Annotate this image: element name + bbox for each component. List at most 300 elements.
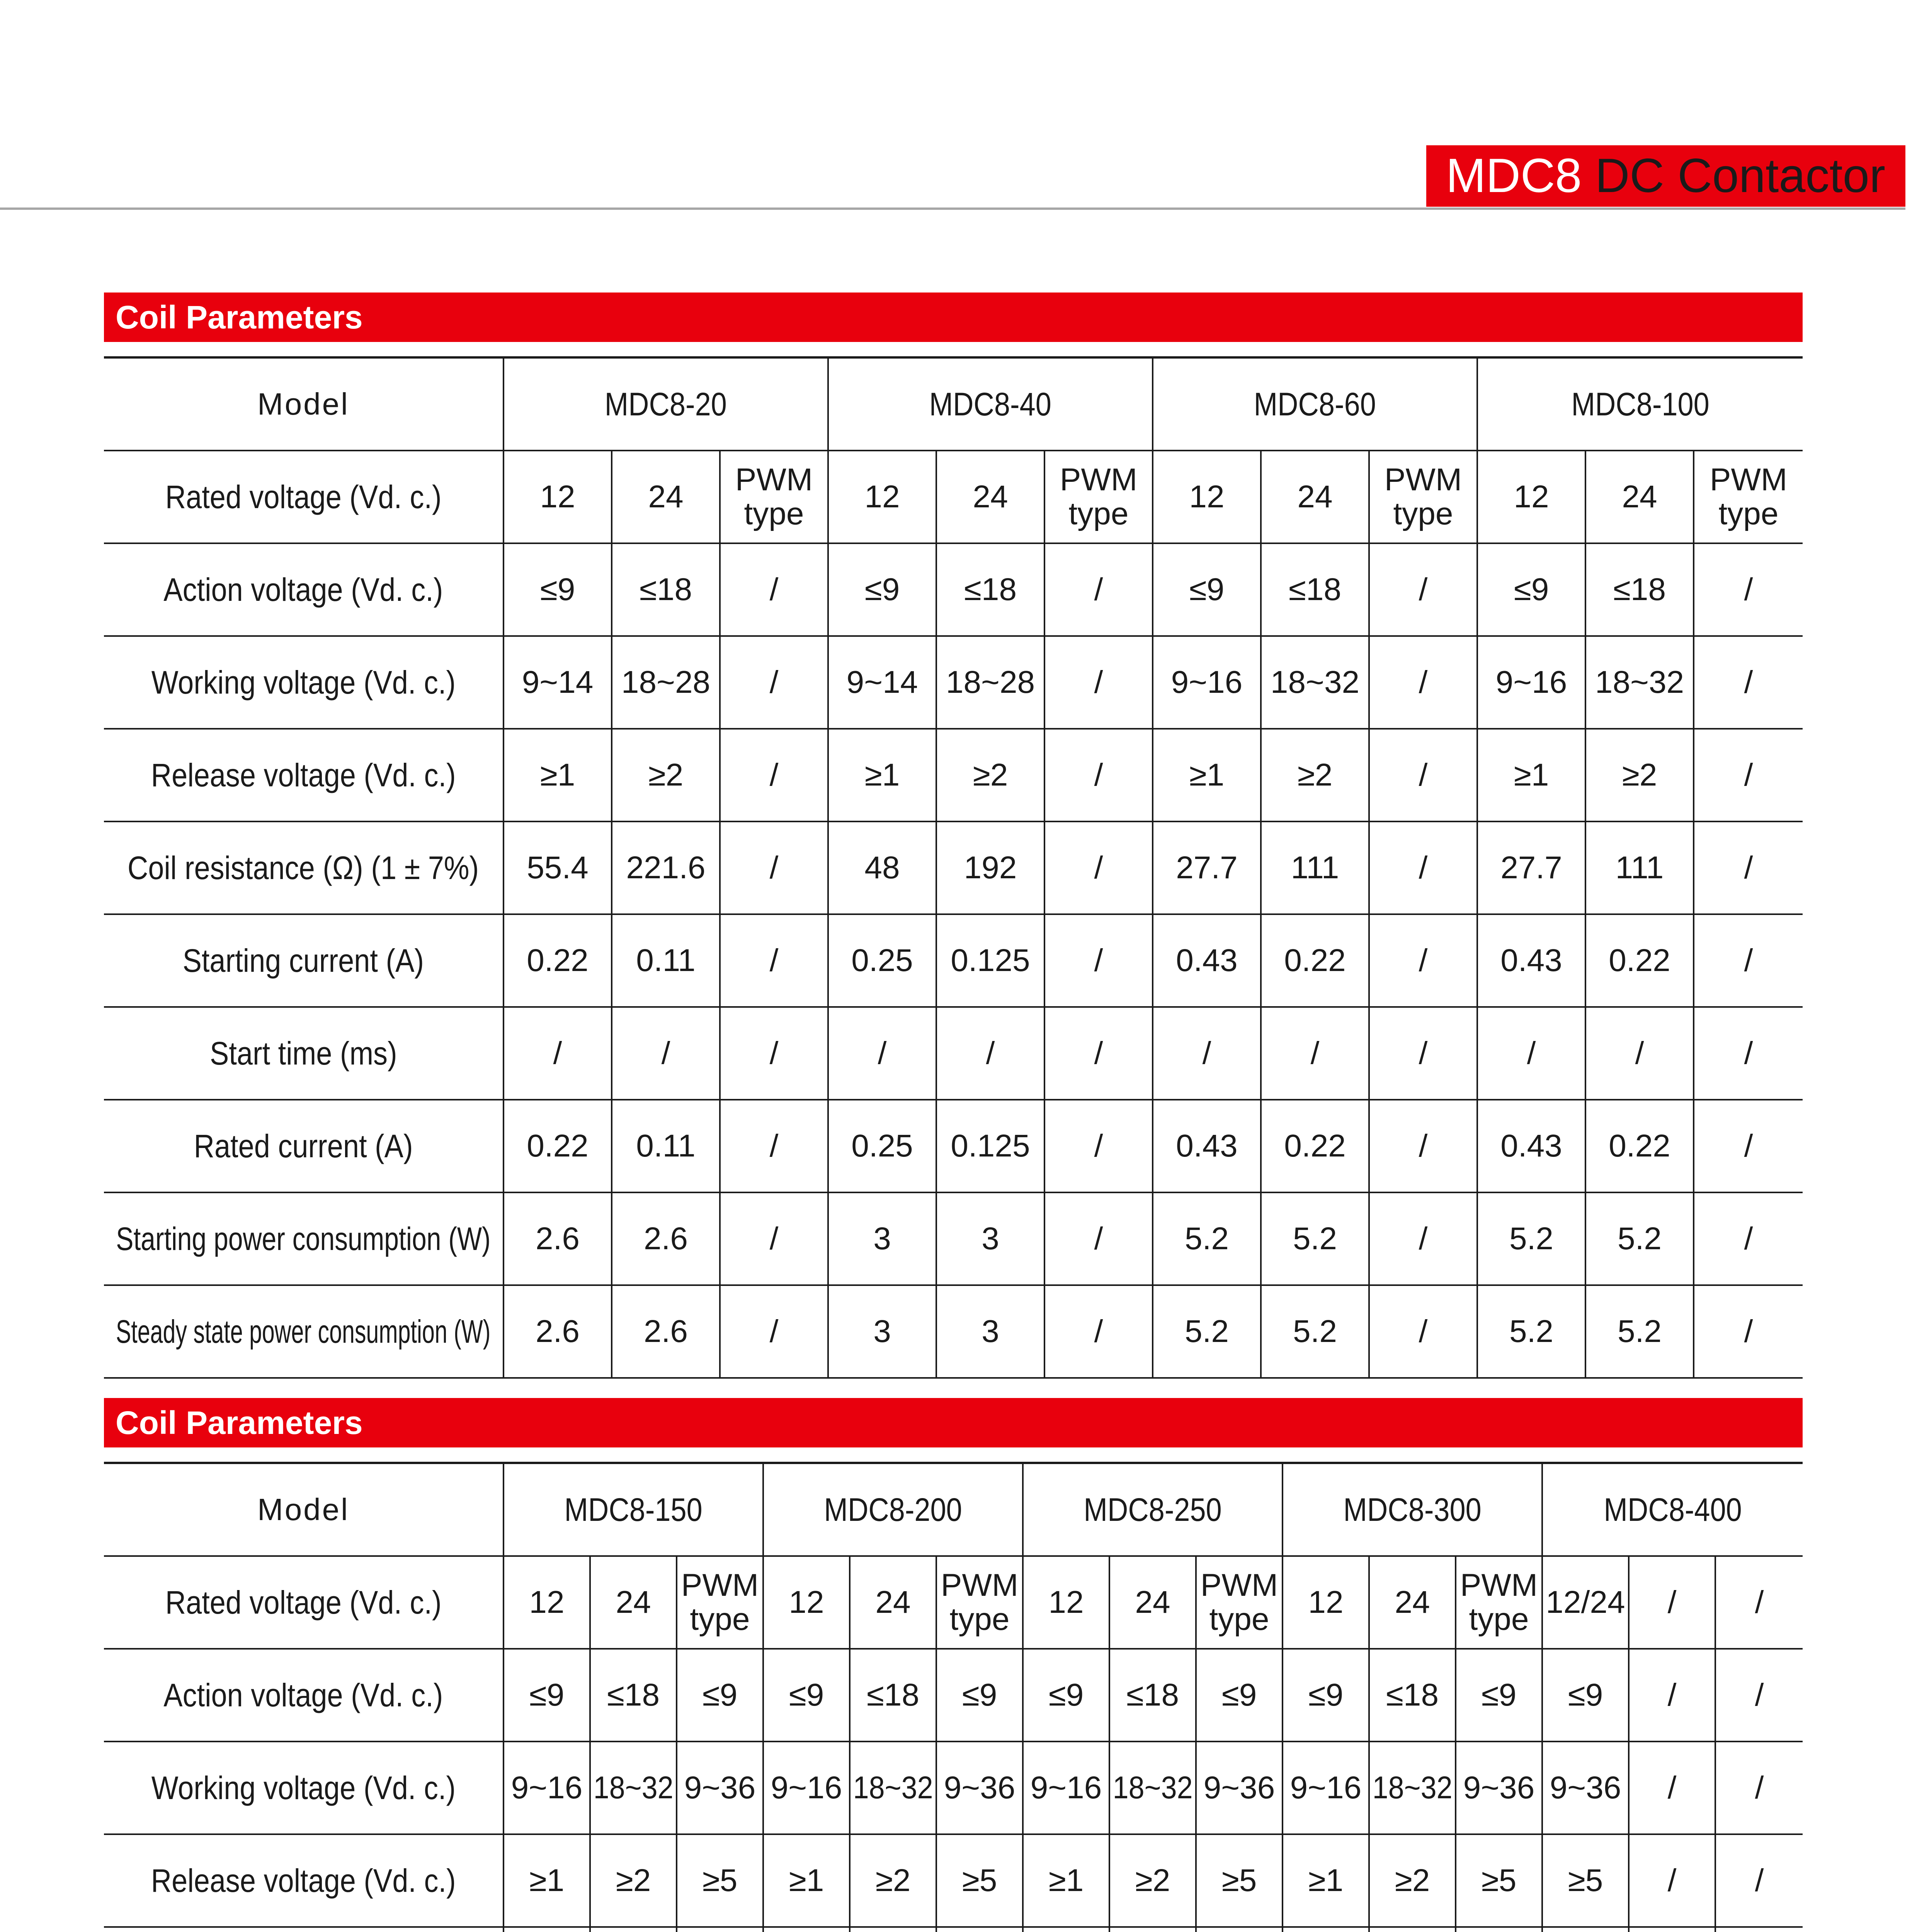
parameter-label: Release voltage (Vd. c.) (151, 1862, 456, 1899)
model-name: MDC8-20 (604, 386, 727, 422)
cell-value: 0.22 (1284, 943, 1346, 978)
title-text: DC Contactor (1595, 149, 1885, 202)
table-cell (1694, 544, 1803, 637)
cell-value: ≤9 (529, 1677, 565, 1713)
cell-value: ≤9 (864, 572, 900, 607)
cell-value: ≤9 (1308, 1677, 1344, 1713)
cell-value: 3 (981, 1314, 999, 1349)
model-name: MDC8-300 (1343, 1491, 1482, 1528)
table-cell (1370, 1286, 1478, 1379)
table-cell (1478, 451, 1586, 544)
cell-value: 18~28 (946, 665, 1035, 700)
cell-value: / (1635, 1036, 1644, 1071)
cell-value: / (1419, 665, 1428, 700)
cell-value: 111 (1291, 850, 1339, 885)
table-cell (1586, 1100, 1694, 1193)
cell-value: / (1744, 1128, 1753, 1163)
cell-value: ≤18 (1126, 1677, 1179, 1713)
table-cell (1262, 730, 1370, 822)
model-column-header (504, 359, 829, 451)
model-column-header (1153, 359, 1478, 451)
cell-value: 5.2 (1293, 1314, 1337, 1349)
table-cell (1262, 1193, 1370, 1286)
table-cell (937, 451, 1045, 544)
cell-value: / (1527, 1036, 1536, 1071)
table-cell (504, 1928, 591, 1932)
table-cell (1153, 544, 1262, 637)
cell-value: ≤9 (702, 1677, 738, 1713)
cell-value: / (769, 1128, 779, 1163)
cell-value: ≥1 (1048, 1863, 1084, 1898)
table-cell (1045, 915, 1153, 1008)
table-cell (850, 1835, 937, 1928)
cell-value: 9~14 (846, 665, 918, 700)
table-cell (504, 1835, 591, 1928)
cell-value: 55.4 (527, 850, 589, 885)
table-cell (1283, 1835, 1370, 1928)
table-cell (1630, 1928, 1716, 1932)
cell-value: / (1094, 850, 1103, 885)
table-cell (677, 1835, 764, 1928)
table-cell (1543, 1742, 1630, 1835)
cell-value: 18~32 (853, 1770, 933, 1805)
table-cell (850, 1557, 937, 1650)
cell-value: / (553, 1036, 562, 1071)
cell-value: 0.22 (527, 1128, 589, 1163)
cell-value: / (769, 1314, 779, 1349)
parameter-label: Start time (ms) (209, 1035, 397, 1071)
model-column-header (829, 359, 1153, 451)
table-cell (1045, 1100, 1153, 1193)
cell-value: 5.2 (1293, 1221, 1337, 1256)
table-cell (1478, 1286, 1586, 1379)
cell-value: ≤9 (962, 1677, 997, 1713)
table-cell (1283, 1742, 1370, 1835)
table-cell (829, 451, 937, 544)
table-cell (1716, 1835, 1803, 1928)
parameter-label-cell (104, 1742, 504, 1835)
table-cell (937, 544, 1045, 637)
model-column-header (1024, 1464, 1283, 1557)
table-cell (591, 1557, 677, 1650)
cell-value: 12 (1514, 479, 1549, 514)
table-cell (1110, 1557, 1197, 1650)
cell-value: 12 (1048, 1585, 1084, 1620)
model-name: MDC8-100 (1571, 386, 1709, 422)
table-cell (721, 822, 829, 915)
cell-value: 24 (1395, 1585, 1430, 1620)
parameter-label: Working voltage (Vd. c.) (151, 664, 456, 701)
parameter-label-cell (104, 1928, 504, 1932)
table-cell (721, 1286, 829, 1379)
cell-value: 18~32 (1270, 665, 1360, 700)
table-cell (1370, 1650, 1456, 1742)
table-cell (829, 1193, 937, 1286)
table-cell (1045, 451, 1153, 544)
table-cell (1370, 637, 1478, 730)
cell-value: 9~16 (1290, 1770, 1362, 1805)
cell-value: 0.11 (636, 1128, 696, 1163)
cell-value: / (1419, 1221, 1428, 1256)
cell-value: ≥2 (648, 757, 684, 793)
table-cell (1716, 1650, 1803, 1742)
table-cell (1110, 1650, 1197, 1742)
table-cell (764, 1928, 850, 1932)
table-cell (1543, 1835, 1630, 1928)
table-cell (937, 822, 1045, 915)
table-cell (1586, 451, 1694, 544)
cell-value: 0.43 (1500, 1128, 1562, 1163)
table-cell (1370, 915, 1478, 1008)
table-cell (1197, 1742, 1283, 1835)
table-cell (1045, 730, 1153, 822)
table-cell (850, 1928, 937, 1932)
cell-value: 18~32 (593, 1770, 674, 1805)
cell-value: 0.11 (636, 943, 696, 978)
cell-value: 3 (981, 1221, 999, 1256)
cell-value: / (1419, 943, 1428, 978)
table-cell (1716, 1928, 1803, 1932)
table-cell (612, 1193, 721, 1286)
table-cell (591, 1742, 677, 1835)
table-cell (1045, 1193, 1153, 1286)
cell-value: / (769, 757, 779, 793)
table-cell (1630, 1557, 1716, 1650)
table-cell (721, 1008, 829, 1100)
cell-value: / (1744, 757, 1753, 793)
cell-value: 5.2 (1618, 1221, 1662, 1256)
table-cell (1370, 1100, 1478, 1193)
cell-value: / (1744, 572, 1753, 607)
cell-value: 9~14 (522, 665, 594, 700)
cell-value: 0.25 (851, 1128, 913, 1163)
cell-value: 0.43 (1500, 943, 1562, 978)
cell-value: ≥5 (962, 1863, 997, 1898)
parameter-label-cell (104, 1650, 504, 1742)
cell-value: PWM type (1460, 1568, 1538, 1637)
table-cell (721, 915, 829, 1008)
cell-value: 18~32 (1112, 1770, 1193, 1805)
model-name: MDC8-60 (1254, 386, 1376, 422)
table-cell (1478, 730, 1586, 822)
parameter-label: Starting current (A) (182, 942, 424, 979)
table-cell (829, 822, 937, 915)
table-cell (1370, 451, 1478, 544)
coil-parameters-table (104, 356, 1803, 1379)
model-header-label: Model (257, 1492, 349, 1527)
table-cell (1586, 1008, 1694, 1100)
table-cell (937, 1557, 1024, 1650)
cell-value: / (1419, 757, 1428, 793)
table-cell (1543, 1928, 1630, 1932)
table-cell (1153, 822, 1262, 915)
cell-value: 18~28 (621, 665, 711, 700)
table-cell (504, 822, 612, 915)
table-cell (1153, 1286, 1262, 1379)
table-cell (504, 1193, 612, 1286)
table-cell (1370, 1557, 1456, 1650)
parameter-label-cell (104, 1835, 504, 1928)
cell-value: ≥2 (1395, 1863, 1430, 1898)
table-cell (1478, 1100, 1586, 1193)
table-cell (1370, 1835, 1456, 1928)
table-cell (1456, 1557, 1543, 1650)
table-cell (1586, 637, 1694, 730)
cell-value: ≤9 (1048, 1677, 1084, 1713)
table-cell (1283, 1557, 1370, 1650)
parameter-label: Action voltage (Vd. c.) (163, 571, 443, 608)
table-cell (1543, 1557, 1630, 1650)
cell-value: ≥2 (1297, 757, 1333, 793)
parameter-label: Rated current (A) (194, 1128, 413, 1164)
table-cell (937, 1835, 1024, 1928)
cell-value: 12 (1308, 1585, 1344, 1620)
cell-value: ≤18 (1386, 1677, 1439, 1713)
table-cell (1716, 1742, 1803, 1835)
table-cell (677, 1742, 764, 1835)
parameter-label-cell (104, 1100, 504, 1193)
cell-value: 0.22 (527, 943, 589, 978)
table-cell (612, 451, 721, 544)
table-cell (764, 1835, 850, 1928)
table-cell (1153, 637, 1262, 730)
cell-value: 9~16 (1171, 665, 1243, 700)
table-cell (1694, 1193, 1803, 1286)
cell-value: 2.6 (536, 1221, 580, 1256)
cell-value: 5.2 (1509, 1314, 1553, 1349)
table-cell (1045, 637, 1153, 730)
cell-value: 0.22 (1609, 943, 1670, 978)
table-cell (1716, 1557, 1803, 1650)
table-cell (1045, 1286, 1153, 1379)
table-cell (1262, 451, 1370, 544)
table-cell (937, 637, 1045, 730)
coil-parameters-table (104, 1462, 1803, 1932)
model-column-header (764, 1464, 1024, 1557)
table-cell (612, 822, 721, 915)
table-cell (829, 1100, 937, 1193)
cell-value: 12/24 (1546, 1585, 1625, 1620)
cell-value: 24 (616, 1585, 651, 1620)
cell-value: 48 (864, 850, 900, 885)
model-name: MDC8-400 (1604, 1491, 1742, 1528)
table-cell (1110, 1742, 1197, 1835)
cell-value: ≤9 (1221, 1677, 1257, 1713)
cell-value: 0.25 (851, 943, 913, 978)
cell-value: / (1744, 665, 1753, 700)
cell-value: 9~16 (771, 1770, 842, 1805)
table-cell (1153, 1008, 1262, 1100)
table-cell (1456, 1742, 1543, 1835)
table-cell (1153, 730, 1262, 822)
cell-value: 12 (529, 1585, 565, 1620)
cell-value: / (1755, 1585, 1764, 1620)
cell-value: / (1094, 572, 1103, 607)
table-cell (829, 637, 937, 730)
parameter-label-cell (104, 730, 504, 822)
table-cell (1370, 1193, 1478, 1286)
cell-value: ≤9 (1481, 1677, 1517, 1713)
cell-value: 9~16 (1495, 665, 1567, 700)
cell-value: / (1094, 1128, 1103, 1163)
table-cell (1586, 730, 1694, 822)
cell-value: 24 (1622, 479, 1657, 514)
cell-value: / (1094, 665, 1103, 700)
cell-value: PWM type (681, 1568, 759, 1637)
cell-value: 0.22 (1609, 1128, 1670, 1163)
cell-value: ≤18 (607, 1677, 660, 1713)
parameter-label: Steady state power consumption (W) (116, 1313, 491, 1350)
cell-value: / (1094, 1036, 1103, 1071)
model-name: MDC8-40 (929, 386, 1052, 422)
cell-value: ≥1 (864, 757, 900, 793)
cell-value: ≥2 (875, 1863, 911, 1898)
section-heading-bar (104, 293, 1803, 342)
cell-value: 2.6 (644, 1314, 688, 1349)
cell-value: 27.7 (1176, 850, 1238, 885)
cell-value: / (1419, 1128, 1428, 1163)
cell-value: / (1419, 1036, 1428, 1071)
table-cell (591, 1928, 677, 1932)
cell-value: / (769, 943, 779, 978)
table-cell (937, 1286, 1045, 1379)
parameter-label: Action voltage (Vd. c.) (163, 1677, 443, 1713)
table-cell (1694, 1008, 1803, 1100)
cell-value: / (1419, 850, 1428, 885)
table-cell (504, 915, 612, 1008)
parameter-label-cell (104, 915, 504, 1008)
cell-value: 5.2 (1185, 1221, 1229, 1256)
cell-value: 9~36 (1463, 1770, 1535, 1805)
cell-value: / (1744, 1036, 1753, 1071)
cell-value: / (1755, 1770, 1764, 1805)
cell-value: / (1667, 1863, 1677, 1898)
table-cell (1197, 1650, 1283, 1742)
title-brand: MDC8 (1446, 149, 1582, 202)
table-cell (937, 1742, 1024, 1835)
table-cell (1197, 1928, 1283, 1932)
cell-value: 0.43 (1176, 943, 1238, 978)
cell-value: 2.6 (644, 1221, 688, 1256)
cell-value: / (1755, 1677, 1764, 1713)
table-cell (1586, 915, 1694, 1008)
table-cell (1586, 544, 1694, 637)
cell-value: 9~36 (1203, 1770, 1275, 1805)
table-cell (1045, 822, 1153, 915)
parameter-label-cell (104, 822, 504, 915)
cell-value: 24 (1135, 1585, 1170, 1620)
table-cell (1110, 1835, 1197, 1928)
cell-value: ≤9 (1189, 572, 1225, 607)
table-cell (1153, 1193, 1262, 1286)
cell-value: ≥2 (616, 1863, 651, 1898)
cell-value: / (1419, 1314, 1428, 1349)
table-cell (1456, 1928, 1543, 1932)
cell-value: 9~16 (1030, 1770, 1102, 1805)
cell-value: 12 (540, 479, 575, 514)
table-cell (1694, 637, 1803, 730)
parameter-label-cell (104, 637, 504, 730)
table-cell (829, 915, 937, 1008)
cell-value: ≤9 (789, 1677, 824, 1713)
table-cell (829, 544, 937, 637)
cell-value: / (1094, 1314, 1103, 1349)
table-cell (721, 1193, 829, 1286)
table-cell (1370, 1008, 1478, 1100)
parameter-label: Release voltage (Vd. c.) (151, 757, 456, 793)
cell-value: 9~36 (684, 1770, 756, 1805)
table-cell (591, 1835, 677, 1928)
table-cell (1586, 1286, 1694, 1379)
table-cell (1024, 1928, 1110, 1932)
cell-value: / (986, 1036, 995, 1071)
table-cell (1262, 1100, 1370, 1193)
table-cell (612, 1286, 721, 1379)
table-cell (1262, 544, 1370, 637)
cell-value: ≥1 (540, 757, 575, 793)
table-cell (612, 730, 721, 822)
table-cell (1694, 915, 1803, 1008)
model-column-header (1283, 1464, 1543, 1557)
table-cell (937, 730, 1045, 822)
cell-value: / (1667, 1770, 1677, 1805)
table-cell (1283, 1928, 1370, 1932)
table-cell (1153, 451, 1262, 544)
cell-value: 3 (873, 1221, 891, 1256)
cell-value: ≥1 (1514, 757, 1549, 793)
model-column-header (1543, 1464, 1803, 1557)
parameter-label: Starting power consumption (W) (116, 1220, 491, 1257)
parameter-label: Rated voltage (Vd. c.) (165, 1584, 442, 1621)
table-cell (1630, 1835, 1716, 1928)
table-cell (612, 1100, 721, 1193)
table-cell (1024, 1650, 1110, 1742)
table-cell (1197, 1557, 1283, 1650)
table-cell (1197, 1835, 1283, 1928)
cell-value: / (1744, 1221, 1753, 1256)
cell-value: ≤9 (540, 572, 575, 607)
parameter-label: Rated voltage (Vd. c.) (165, 478, 442, 515)
parameter-label-cell (104, 1557, 504, 1650)
parameter-label-cell (104, 451, 504, 544)
table-cell (764, 1650, 850, 1742)
table-cell (504, 1742, 591, 1835)
table-cell (504, 451, 612, 544)
cell-value: ≥1 (789, 1863, 824, 1898)
section-heading-text: Coil Parameters (116, 1405, 363, 1441)
document-title (1426, 145, 1905, 207)
table-cell (721, 1100, 829, 1193)
table-cell (1262, 1008, 1370, 1100)
cell-value: 9~36 (1550, 1770, 1621, 1805)
cell-value: / (769, 850, 779, 885)
table-cell (1024, 1835, 1110, 1928)
table-cell (504, 1557, 591, 1650)
parameter-label-cell (104, 1193, 504, 1286)
cell-value: / (661, 1036, 670, 1071)
table-cell (612, 1008, 721, 1100)
table-cell (1694, 822, 1803, 915)
cell-value: ≥2 (1622, 757, 1657, 793)
cell-value: ≤9 (1568, 1677, 1603, 1713)
cell-value: / (769, 572, 779, 607)
table-cell (1045, 1008, 1153, 1100)
table-cell (1543, 1650, 1630, 1742)
cell-value: 18~32 (1595, 665, 1684, 700)
cell-value: PWM type (1060, 462, 1138, 531)
cell-value: / (1094, 1221, 1103, 1256)
cell-value: 27.7 (1500, 850, 1562, 885)
